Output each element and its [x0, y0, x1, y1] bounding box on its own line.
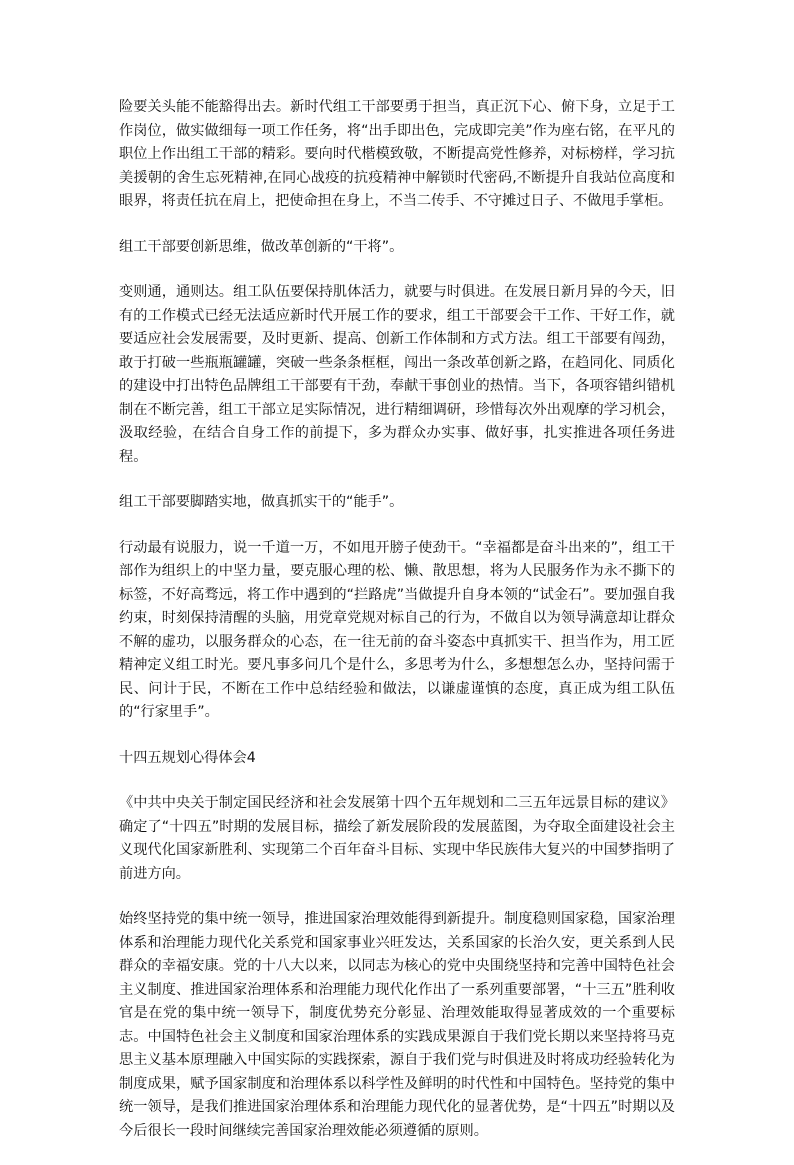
paragraph-proposal: 《中共中央关于制定国民经济和社会发展第十四个五年规划和二三五年远景目标的建议》确定了“十四五”时期的发展目标，描绘了新发展阶段的发展蓝图，为夺取全面建设社会主义现代化国家新胜利、实现第二个百年奋斗目标、实现中华民族伟大复兴的中国梦指明了前进方向。 — [119, 795, 675, 882]
paragraph-responsibility: 险要关头能不能豁得出去。新时代组工干部要勇于担当，真正沉下心、俯下身，立足于工作岗位，做实做细每一项工作任务，将“出手即出色，完成即完美”作为座右铭，在平凡的职位上作出组工干部的精彩。要向时代楷模致敬，不断提高党性修养，对标榜样，学习抗美援朝的舍生忘死精神,在同心战疫的抗疫精神中解锁时代密码,不断提升自我站位高度和眼界，将责任抗在肩上，把使命担在身上，不当二传手、不守摊过日子、不做甩手掌柜。 — [119, 99, 675, 209]
document-body — [119, 96, 675, 1165]
heading-practical: 组工干部要脚踏实地，做真抓实干的“能手”。 — [119, 494, 404, 510]
heading-innovation: 组工干部要创新思维，做改革创新的“干将”。 — [119, 238, 404, 255]
section-title: 十四五规划心得体会4 — [119, 749, 256, 766]
paragraph-innovation: 变则通，通则达。组工队伍要保持肌体活力，就要与时俱进。在发展日新月异的今天，旧有的工作模式已经无法适应新时代开展工作的要求，组工干部要会干工作、干好工作，就要适应社会发展需要，及时更新、提高、创新工作体制和方式方法。组工干部要有闯劲，敢于打破一些瓶瓶罐罐，突破一些条条框框，闯出一条改革创新之路，在趋同化、同质化的建设中打出特色品牌组工干部要有干劲，奉献干事创业的热情。当下，各项容错纠错机制在不断完善，组工干部立足实际情况，进行精细调研，珍惜每次外出观摩的学习机会，汲取经验，在结合自身工作的前提下，多为群众办实事、做好事，扎实推进各项任务进程。 — [119, 284, 675, 465]
paragraph-governance: 始终坚持党的集中统一领导，推进国家治理效能得到新提升。制度稳则国家稳，国家治理体系和治理能力现代化关系党和国家事业兴旺发达，关系国家的长治久安，更关系到人民群众的幸福安康。党的十八大以来，以同志为核心的党中央围绕坚持和完善中国特色社会主义制度、推进国家治理体系和治理能力现代化作出了一系列重要部署，“十三五”胜利收官是在党的集中统一领导下，制度优势充分彰显、治理效能取得显著成效的一个重要标志。中国特色社会主义制度和国家治理体系的实践成果源自于我们党长期以来坚持将马克思主义基本原理融入中国实际的实践探索，源自于我们党与时俱进及时将成功经验转化为制度成果，赋予国家制度和治理体系以科学性及鲜明的时代性和中国特色。坚持党的集中统一领导，是我们推进国家治理体系和治理能力现代化的显著优势，是“十四五”时期以及今后很长一段时间继续完善国家治理效能必须遵循的原则。 — [119, 911, 675, 1139]
paragraph-practical: 行动最有说服力，说一千道一万，不如甩开膀子使劲干。“幸福都是奋斗出来的”，组工干部作为组织上的中坚力量，要克服心理的松、懒、散思想，将为人民服务作为永不撕下的标签，不好高骛远，将工作中遇到的“拦路虎”当做提升自身本领的“试金石”。要加强自我约束，时刻保持清醒的头脑，用党章党规对标自己的行为，不做自以为领导满意却让群众不解的虚功，以服务群众的心态，在一往无前的奋斗姿态中真抓实干、担当作为，用工匠精神定义组工时光。要凡事多问几个是什么，多思考为什么，多想想怎么办，坚持问需于民、问计于民，不断在工作中总结经验和做法，以谦虚谨慎的态度，真正成为组工队伍的“行家里手”。 — [119, 539, 675, 720]
